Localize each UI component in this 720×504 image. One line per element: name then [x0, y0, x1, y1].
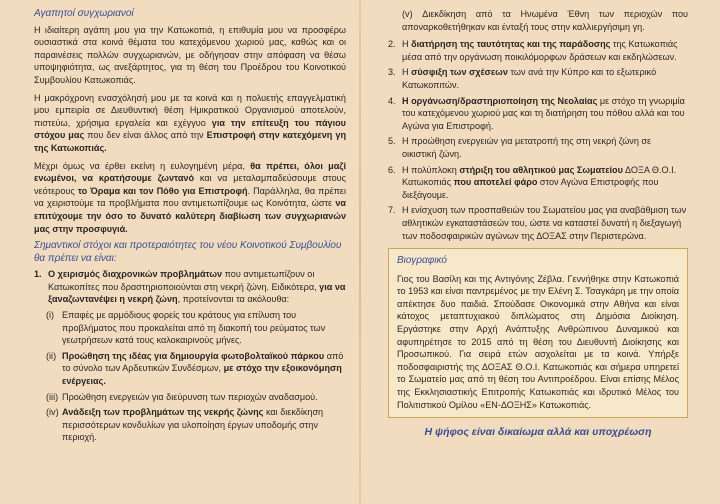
- sub-item-v: (v) Διεκδίκηση από τα Ηνωμένα Έθνη των περιοχών που αποναρκοθετήθηκαν και ένταξή τους στην καλλιεργήσιμη γη.: [402, 9, 688, 32]
- goal-text-3: στον Αγώνα Επιστροφής που διεξάγουμε.: [402, 177, 659, 200]
- experience-emphasis-goal: για την επίτευξη του πάγιου στόχου μας: [34, 117, 346, 141]
- right-column: [388, 8, 688, 439]
- goal-number: 4.: [388, 95, 396, 106]
- goal-emphasis: Η οργάνωση/δραστηριοποίηση της Νεολαίας: [402, 95, 598, 106]
- left-column: [34, 8, 346, 447]
- vision-paragraph: [34, 160, 346, 236]
- sub-text: Προώθηση ενεργειών για διεύρυνση των περιοχών αναδασμού.: [62, 391, 318, 402]
- vision-text-1: Μέχρι όμως να έρθει εκείνη η ευλογημένη μέρα,: [34, 160, 251, 171]
- goal-number: 3.: [388, 67, 396, 78]
- goal-number: 6.: [388, 164, 396, 175]
- goal-text: Η ενίσχυση των προσπαθειών του Σωματείου μας για αναβάθμιση των αθλητικών εγκαταστάσεών του, ώστε να καταστεί δυνατή η διεξαγωγή των ποδοσφαιρικών αγώνων της ΔΟΞΑΣ στην Περιστερώνα.: [402, 205, 687, 241]
- sub-number: (ii): [46, 350, 57, 361]
- goal-item-1: [34, 268, 346, 306]
- sub-text: Επαφές με αρμόδιους φορείς του κράτους για επίλυση του προβλήματος που προκαλείται από τη διακοπή του ρεύματος των γεωτρήσεων κατά τους καλοκαιρινούς μήνες.: [62, 310, 326, 346]
- intro-paragraph: Η ιδιαίτερη αγάπη μου για την Κατωκοπιά, η επιθυμία μου να προσφέρω ουσιαστικά στα κοινά θέματα του κατεχόμενου χωριού μας, καθώς και οι παραινέσεις πολλών συγχωριανών, με οδήγησαν στην απόφαση να θέσω υποψηφιότητα, ως ανεξάρτητος, για τη θέση του Προέδρου του Κοινοτικού Συμβουλίου Κατωκοπιάς.: [34, 24, 346, 85]
- goal-text-2: με στόχο τη γνωριμία του κατεχόμενου χωριού μας και τη διατήρηση του πόθου αλλά και του Αγώνα για Επιστροφή.: [402, 95, 685, 131]
- goal-1-text-2: , προτείνονται τα ακόλουθα:: [177, 294, 290, 305]
- experience-text-2: που δεν είναι άλλος από την: [84, 130, 207, 141]
- goal-1-emphasis-2: για να ξαναζωντανέψει η νεκρή ζώνη: [48, 281, 346, 305]
- sub-text: από το σύνολο των Αρδευτικών Συνδέσμων,: [62, 350, 344, 374]
- goal-text: Η: [402, 39, 412, 50]
- vision-text-3: . Παράλληλα, θα πρέπει να χειριστούμε τα προβλήματα που αντιμετωπίζουμε ως Κοινότητα, ώστε: [34, 185, 346, 209]
- sub-emphasis-2: με στόχο την εξοικονόμηση ενέργειας.: [62, 363, 342, 387]
- goal-text: Η πολύπλοκη: [402, 164, 460, 175]
- goal-item-7: [388, 204, 688, 242]
- sub-emphasis: Προώθηση της ιδέας για δημιουργία φωτοβολταϊκού πάρκου: [62, 350, 325, 361]
- vote-slogan: Η ψήφος είναι δικαίωμα αλλά και υποχρέωση: [424, 426, 652, 439]
- greeting-heading: Αγαπητοί συγχωριανοί: [34, 8, 134, 19]
- biography-text: Γιος του Βασίλη και της Αντιγόνης Ζέβλα. Γεννήθηκε στην Κατωκοπιά το 1953 και είναι παντρεμένος με την Ελένη Σ. Τσαγκάρη με την οποία απέκτησε δυο παιδιά. Σπούδασε Οικονομικά στην Αθήνα και είναι κάτοχος μεταπτυχιακού διπλώματος στη Δημόσια Διοίκηση. Εργάστηκε στην Αρχή Ανάπτυξης Ανθρώπινου Δυναμικού και αφυπηρέτησε το 2015 από τη θέση του Διευθυντή Διοίκησης και Προσωπικού. Για σειρά ετών ασχολείται με τα κοινά. Υπήρξε ποδοσφαιριστής της ΔΟΞΑΣ Θ.Ο.Ι. Κατωκοπιάς και σήμερα υπηρετεί το Σωματείο μας από τη θέση του Αντιπροέδρου. Είναι επίσης Μέλος της Εκκλησιαστικής Επιτροπής Κατωκοπιάς και ιδρυτικό Μέλος του Πολιτιστικού Ομίλου «ΕΝ-ΔΟΞΗΣ» Κατωκοπιάς.: [397, 273, 679, 410]
- sub-number: (iii): [46, 391, 59, 402]
- goal-item-2: [388, 38, 688, 63]
- vision-emphasis-2: το Όραμα και τον Πόθο για Επιστροφή: [77, 185, 248, 196]
- page-fold-divider: [359, 0, 361, 504]
- sub-number: (iv): [46, 407, 59, 418]
- goal-text-2: της Κατωκοπιάς μέσα από την οργάνωση ποικιλόμορφων δράσεων και εκδηλώσεων.: [402, 39, 678, 62]
- vision-emphasis-3: να επιτύχουμε την όσο το δυνατό καλύτερη διαβίωση των συγχωριανών μας στην προσφυγιά.: [34, 198, 346, 234]
- vision-emphasis-1: θα πρέπει, όλοι μαζί ενωμένοι, να κρατήσουμε ζωντανό: [34, 160, 347, 184]
- goal-emphasis: σύσφιξη των σχέσεων: [411, 67, 508, 78]
- goal-emphasis: στήριξη του αθλητικού μας Σωματείου: [459, 164, 623, 175]
- biography-box: [388, 248, 688, 418]
- sub-item-iii: [34, 391, 346, 404]
- vision-text-2: και να μεταλαμπαδεύσουμε στους νεότερους: [34, 173, 347, 196]
- sub-item-iv: [34, 406, 346, 444]
- goals-list: [34, 268, 346, 444]
- goal-text: Η προώθηση ενεργειών για μετατροπή της στη νεκρή ζώνη σε οικιστική ζώνη.: [402, 136, 652, 159]
- goal-emphasis: διατήρηση της ταυτότητας και της παράδοσης: [411, 39, 611, 50]
- sub-number: (i): [46, 310, 55, 321]
- goal-item-6: [388, 164, 688, 202]
- goal-1-text: που αντιμετωπίζουν οι Κατωκοπίτες που δραστηριοποιούνται στη νεκρή ζώνη. Ειδικότερα,: [48, 269, 320, 292]
- experience-paragraph: [34, 92, 346, 155]
- sub-item-ii: [34, 350, 346, 388]
- goal-item-4: [388, 95, 688, 133]
- sub-item-i: [34, 309, 346, 347]
- goal-emphasis-2: που αποτελεί φάρο: [453, 177, 538, 188]
- goal-item-5: [388, 135, 688, 160]
- goals-list-continued: [388, 38, 688, 242]
- goal-number: 2.: [388, 39, 396, 50]
- goal-number: 5.: [388, 136, 396, 147]
- biography-title: Βιογραφικό: [397, 255, 447, 267]
- goals-heading: Σημαντικοί στόχοι και προτεραιότητες του νέου Κοινοτικού Συμβουλίου θα πρέπει να είναι:: [34, 240, 342, 264]
- experience-text: Η μακρόχρονη ενασχόλησή μου με τα κοινά και η πολυετής επαγγελματική μου εμπειρία σε Διευθυντική θέση Ημικρατικού Οργανισμού αποτελούν, πιστεύω, χρήσιμα εργαλεία και εχέγγυο: [34, 92, 346, 128]
- goal-text-2: ΔΟΞΑ Θ.Ο.Ι. Κατωκοπιάς: [402, 164, 677, 188]
- goal-number: 7.: [388, 205, 396, 216]
- sub-emphasis: Ανάδειξη των προβλημάτων της νεκρής ζώνης: [62, 407, 264, 418]
- goal-item-3: [388, 66, 688, 91]
- experience-emphasis-return: Επιστροφή στην κατεχόμενη γη της Κατωκοπιάς.: [34, 130, 346, 153]
- goal-text: Η: [402, 67, 412, 78]
- goal-text-2: των ανά την Κύπρο και το εξωτερικό Κατωκοπιτών.: [402, 67, 657, 90]
- goal-1-emphasis: Ο χειρισμός διαχρονικών προβλημάτων: [48, 269, 223, 280]
- sub-text: και διεκδίκηση περισσότερων κονδυλίων για υλοποίηση έργων υποδομής στην περιοχή.: [62, 407, 324, 443]
- goal-number: 1.: [34, 269, 42, 280]
